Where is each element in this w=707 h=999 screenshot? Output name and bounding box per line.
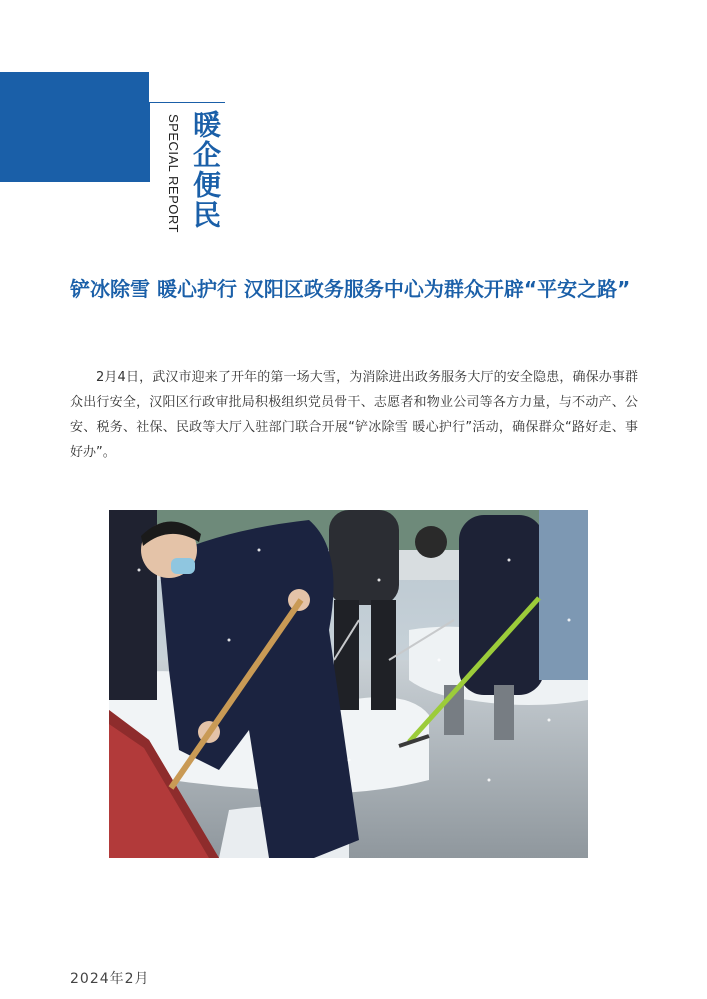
column-title: 暖企便民: [189, 110, 222, 230]
footer-date: 2024年2月: [70, 971, 150, 987]
snow-shoveling-photo: [109, 510, 588, 858]
article-title: 铲冰除雪 暖心护行 汉阳区政务服务中心为群众开辟“平安之路”: [70, 277, 631, 301]
header-divider-vertical: [149, 102, 150, 182]
header-divider-horizontal: [149, 102, 225, 103]
special-report-label: SPECIAL REPORT: [166, 114, 181, 233]
article-body: 2月4日，武汉市迎来了开年的第一场大雪，为消除进出政务服务大厅的安全隐患，确保办事群众出行安全，汉阳区行政审批局积极组织党员骨干、志愿者和物业公司等各方力量，与不动产、公安、税务、社保、民政等大厅入驻部门联合开展“铲冰除雪 暖心护行”活动，确保群众“路好走、事好办”。: [70, 370, 638, 460]
header-blue-block: [0, 72, 149, 182]
